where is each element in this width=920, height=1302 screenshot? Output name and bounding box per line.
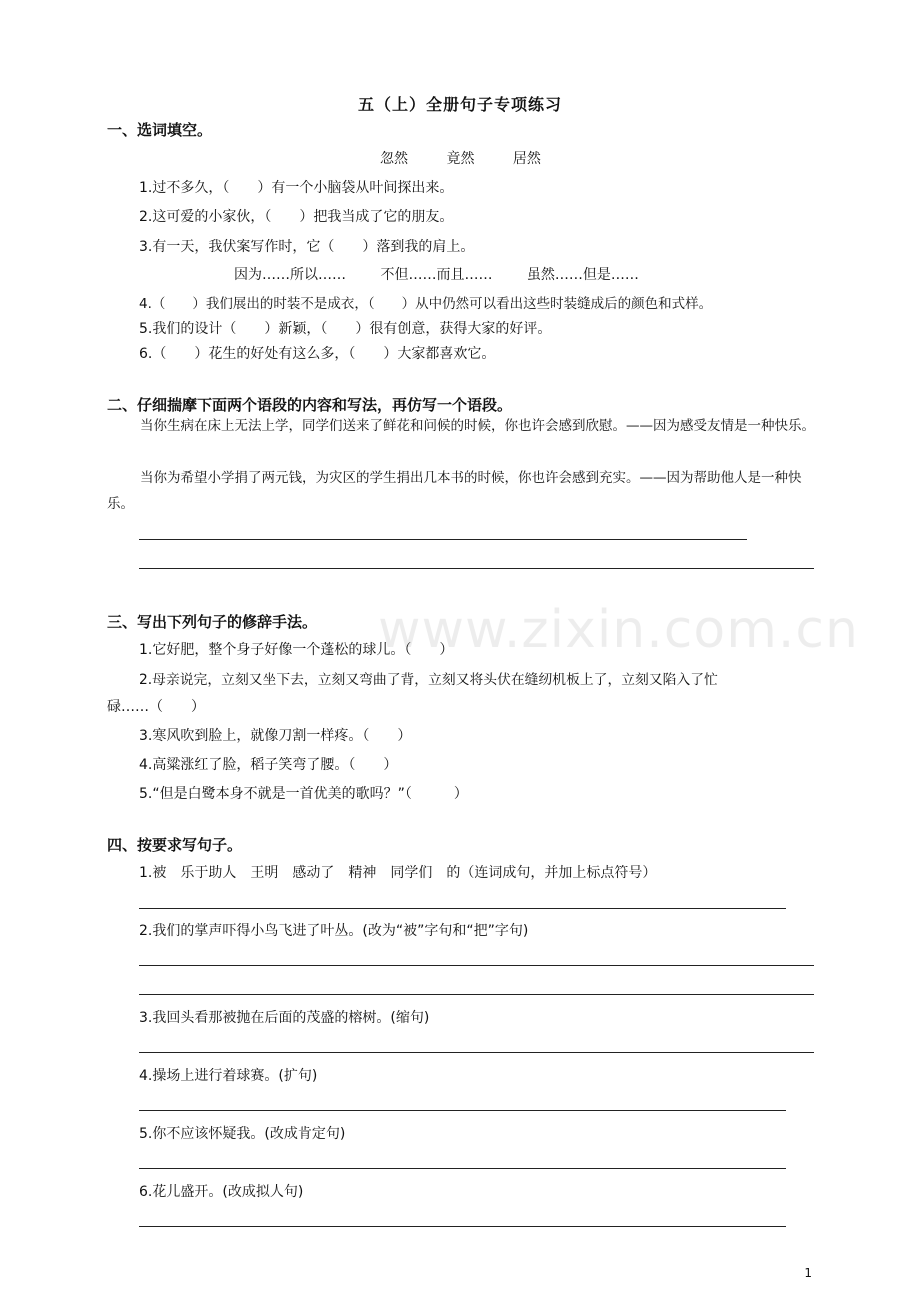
s4-question-4: 4.操场上进行着球赛。(扩句)	[139, 1068, 318, 1084]
option-word: 竟然	[446, 151, 475, 167]
section1-word-options	[380, 148, 541, 168]
answer-line[interactable]	[139, 568, 814, 569]
section1-conjunction-options	[234, 264, 639, 284]
option-conjunction: 因为……所以……	[234, 267, 346, 283]
s1-question-1: 1.过不多久，（ ）有一个小脑袋从叶间探出来。	[139, 180, 454, 196]
s4-question-5: 5.你不应该怀疑我。(改成肯定句)	[139, 1126, 346, 1142]
answer-line[interactable]	[139, 965, 814, 966]
s3-question-1: 1.它好肥，整个身子好像一个蓬松的球儿。（ ）	[139, 642, 454, 658]
s1-question-3: 3.有一天，我伏案写作时，它（ ）落到我的肩上。	[139, 239, 475, 255]
section4-heading: 四、按要求写句子。	[107, 836, 243, 854]
s4-question-2: 2.我们的掌声吓得小鸟飞进了叶丛。(改为“被”字句和“把”字句)	[139, 923, 529, 939]
answer-line[interactable]	[139, 1110, 786, 1111]
page-number: 1	[804, 1266, 812, 1280]
s2-paragraph-1: 当你生病在床上无法上学，同学们送来了鲜花和问候的时候，你也许会感到欣慰。——因为感受友情是一种快乐。	[140, 418, 815, 434]
s2-paragraph-2: 当你为希望小学捐了两元钱，为灾区的学生捐出几本书的时候，你也许会感到充实。——因为帮助他人是一种快乐。	[107, 470, 802, 512]
s3-question-3: 3.寒风吹到脸上，就像刀割一样疼。（ ）	[139, 728, 412, 744]
answer-line[interactable]	[139, 1052, 814, 1053]
s4-question-1: 1.被 乐于助人 王明 感动了 精神 同学们 的（连词成句，并加上标点符号）	[139, 865, 657, 881]
s1-question-5: 5.我们的设计（ ）新颖，（ ）很有创意，获得大家的好评。	[139, 321, 552, 337]
s1-question-4: 4.（ ）我们展出的时装不是成衣，（ ）从中仍然可以看出这些时装缝成后的颜色和式样。	[139, 296, 713, 312]
option-conjunction: 虽然……但是……	[526, 267, 639, 283]
s3-question-2-continued: 碌……（ ）	[107, 699, 205, 715]
section3-heading: 三、写出下列句子的修辞手法。	[107, 613, 318, 631]
s1-question-2: 2.这可爱的小家伙，（ ）把我当成了它的朋友。	[139, 209, 454, 225]
watermark: www.zixin.com.cn	[378, 600, 859, 660]
option-word: 居然	[512, 151, 541, 167]
answer-line[interactable]	[139, 539, 747, 540]
option-conjunction: 不但……而且……	[380, 267, 493, 283]
s1-question-6: 6.（ ）花生的好处有这么多，（ ）大家都喜欢它。	[139, 346, 496, 362]
s3-question-4: 4.高粱涨红了脸，稻子笑弯了腰。（ ）	[139, 757, 398, 773]
answer-line[interactable]	[139, 994, 814, 995]
s3-question-2: 2.母亲说完，立刻又坐下去，立刻又弯曲了背，立刻又将头伏在缝纫机板上了，立刻又陷入了忙	[139, 672, 718, 688]
page-title: 五（上）全册句子专项练习	[357, 95, 562, 114]
answer-line[interactable]	[139, 1226, 786, 1227]
s4-question-3: 3.我回头看那被抛在后面的茂盛的榕树。(缩句)	[139, 1010, 430, 1026]
answer-line[interactable]	[139, 908, 786, 909]
option-word: 忽然	[380, 151, 408, 167]
section1-heading: 一、选词填空。	[107, 121, 213, 139]
section2-heading: 二、仔细揣摩下面两个语段的内容和写法，再仿写一个语段。	[107, 396, 513, 414]
answer-line[interactable]	[139, 1168, 786, 1169]
s3-question-5: 5.“但是白鹭本身不就是一首优美的歌吗？”（ ）	[139, 786, 468, 802]
s4-question-6: 6.花儿盛开。(改成拟人句)	[139, 1184, 304, 1200]
